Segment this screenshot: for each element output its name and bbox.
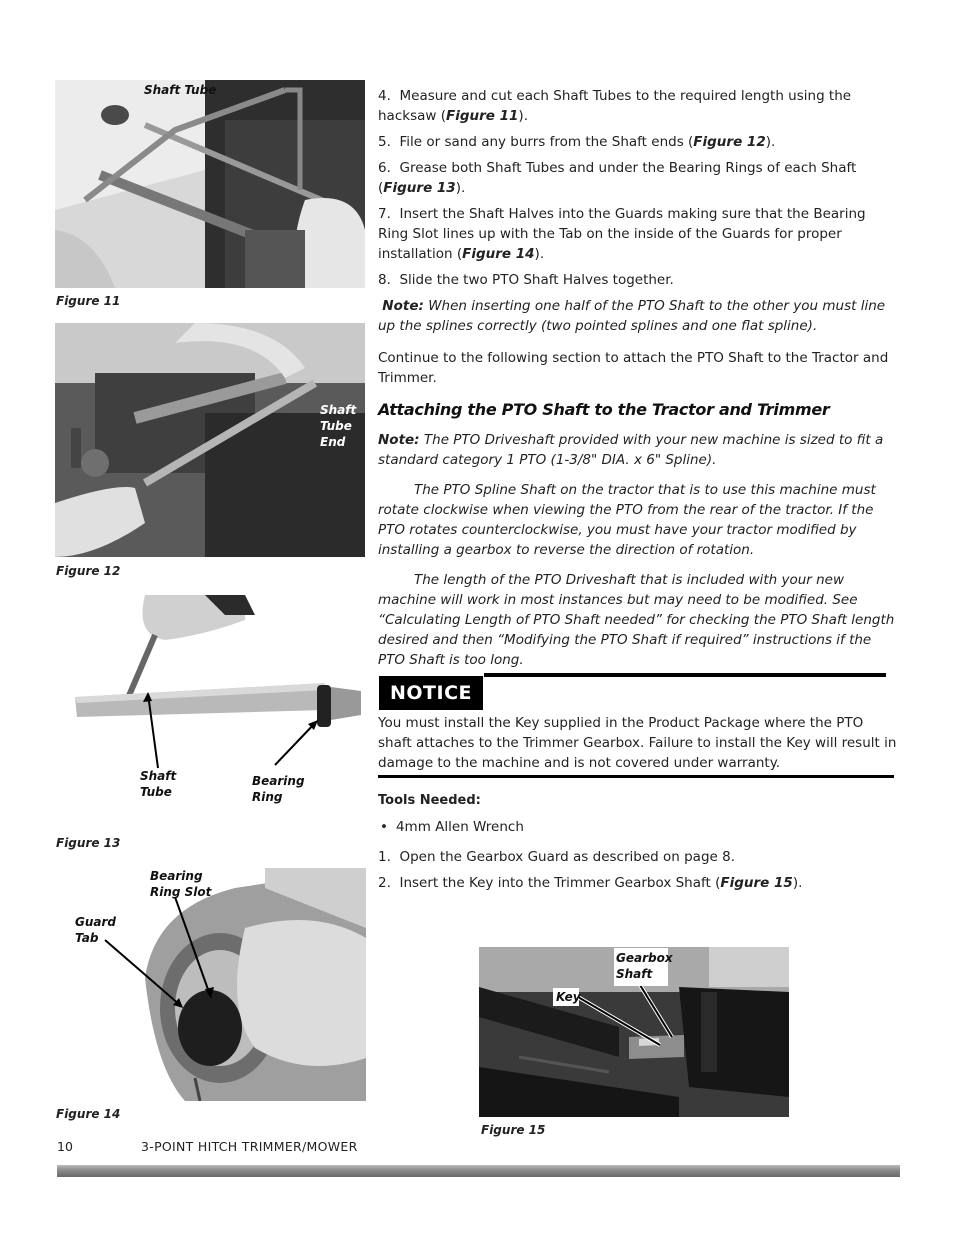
figure-12-caption: Figure 12 <box>56 564 121 578</box>
figure-14-caption: Figure 14 <box>56 1107 121 1121</box>
step2-2: 2. Insert the Key into the Trimmer Gearbox Shaft (Figure 15). <box>378 875 803 891</box>
continue-paragraph: Continue to the following section to attach the PTO Shaft to the Tractor and Trimmer. <box>378 350 889 386</box>
figure-13-callout-bearing-ring-2: Ring <box>252 790 283 804</box>
note-splines: Note: When inserting one half of the PTO Shaft to the other you must line up the splines correctly (two pointed splines and one flat spline). <box>378 298 886 334</box>
figure-12-callout-line3: End <box>320 435 346 449</box>
figure-13-callout-shaft-tube-2: Tube <box>140 785 172 799</box>
figure-12-callout-line2: Tube <box>320 419 352 433</box>
figure-14-leader-lines <box>95 895 225 1015</box>
footer-rule <box>57 1165 900 1177</box>
step-4: 4. Measure and cut each Shaft Tubes to the required length using the hacksaw (Figure 11). <box>378 88 852 124</box>
figure-11-caption: Figure 11 <box>56 294 121 308</box>
step2-1: 1. Open the Gearbox Guard as described on page 8. <box>378 849 735 865</box>
step-5: 5. File or sand any burrs from the Shaft ends (Figure 12). <box>378 134 776 150</box>
note-driveshaft: Note: The PTO Driveshaft provided with your new machine is sized to fit a standard category 1 PTO (1-3/8" DIA. x 6" Spline). <box>378 432 884 468</box>
notice-label: NOTICE <box>379 676 483 710</box>
section-title: Attaching the PTO Shaft to the Tractor and Trimmer <box>378 400 830 419</box>
figure-15-caption: Figure 15 <box>481 1123 546 1137</box>
figure-13-caption: Figure 13 <box>56 836 121 850</box>
paragraph-driveshaft-length: The length of the PTO Driveshaft that is included with your new machine will work in most instances but may need to be modified. See “Calculating Length of PTO Shaft needed” for checking the PTO Shaft length desired and then “Modifying the PTO Shaft if required” instructions if the PTO Shaft is too long. <box>378 572 895 668</box>
figure-14-callout-bearing-ring-slot-2: Ring Slot <box>150 885 212 899</box>
figure-14-callout-guard-tab-1: Guard <box>75 915 116 929</box>
figure-14-callout-guard-tab-2: Tab <box>75 931 99 945</box>
instructions-column <box>378 86 898 676</box>
figure-15-callout-key: Key <box>556 990 581 1004</box>
step-7: 7. Insert the Shaft Halves into the Guards making sure that the Bearing Ring Slot lines up with the Tab on the inside of the Guards for proper installation (Figure 14). <box>378 206 866 262</box>
figure-12-photo <box>55 323 365 557</box>
tools-section <box>378 791 898 899</box>
footer-title: 3-POINT HITCH TRIMMER/MOWER <box>141 1139 358 1154</box>
tools-item: • 4mm Allen Wrench <box>378 817 898 837</box>
figure-15-leader-lines <box>560 975 680 1055</box>
figure-11-photo <box>55 80 365 288</box>
figure-15-callout-gearbox-shaft-2: Shaft <box>616 967 653 981</box>
figure-13-callout-shaft-tube-1: Shaft <box>140 769 177 783</box>
notice-text: You must install the Key supplied in the Product Package where the PTO shaft attaches to the Trimmer Gearbox. Failure to install the Key will result in damage to the machine and is not covered under warranty. <box>378 715 897 771</box>
tools-heading: Tools Needed: <box>378 793 481 808</box>
notice-bottom-rule <box>378 775 894 778</box>
figure-15-callout-gearbox-shaft-1: Gearbox <box>616 951 673 965</box>
figure-13-leader-lines <box>140 690 320 770</box>
step-8: 8. Slide the two PTO Shaft Halves together. <box>378 272 674 288</box>
figure-11-callout-shaft-tube: Shaft Tube <box>144 83 217 97</box>
notice-top-rule <box>484 673 886 677</box>
figure-13-callout-bearing-ring-1: Bearing <box>252 774 305 788</box>
figure-14-callout-bearing-ring-slot-1: Bearing <box>150 869 203 883</box>
step-6: 6. Grease both Shaft Tubes and under the Bearing Rings of each Shaft (Figure 13). <box>378 160 857 196</box>
paragraph-spline-rotation: The PTO Spline Shaft on the tractor that is to use this machine must rotate clockwise when viewing the PTO from the rear of the tractor. If the PTO rotates counterclockwise, you must have your tractor modified by installing a gearbox to reverse the direction of rotation. <box>378 482 876 558</box>
figure-12-callout-line1: Shaft <box>320 403 357 417</box>
page-number: 10 <box>57 1139 73 1154</box>
